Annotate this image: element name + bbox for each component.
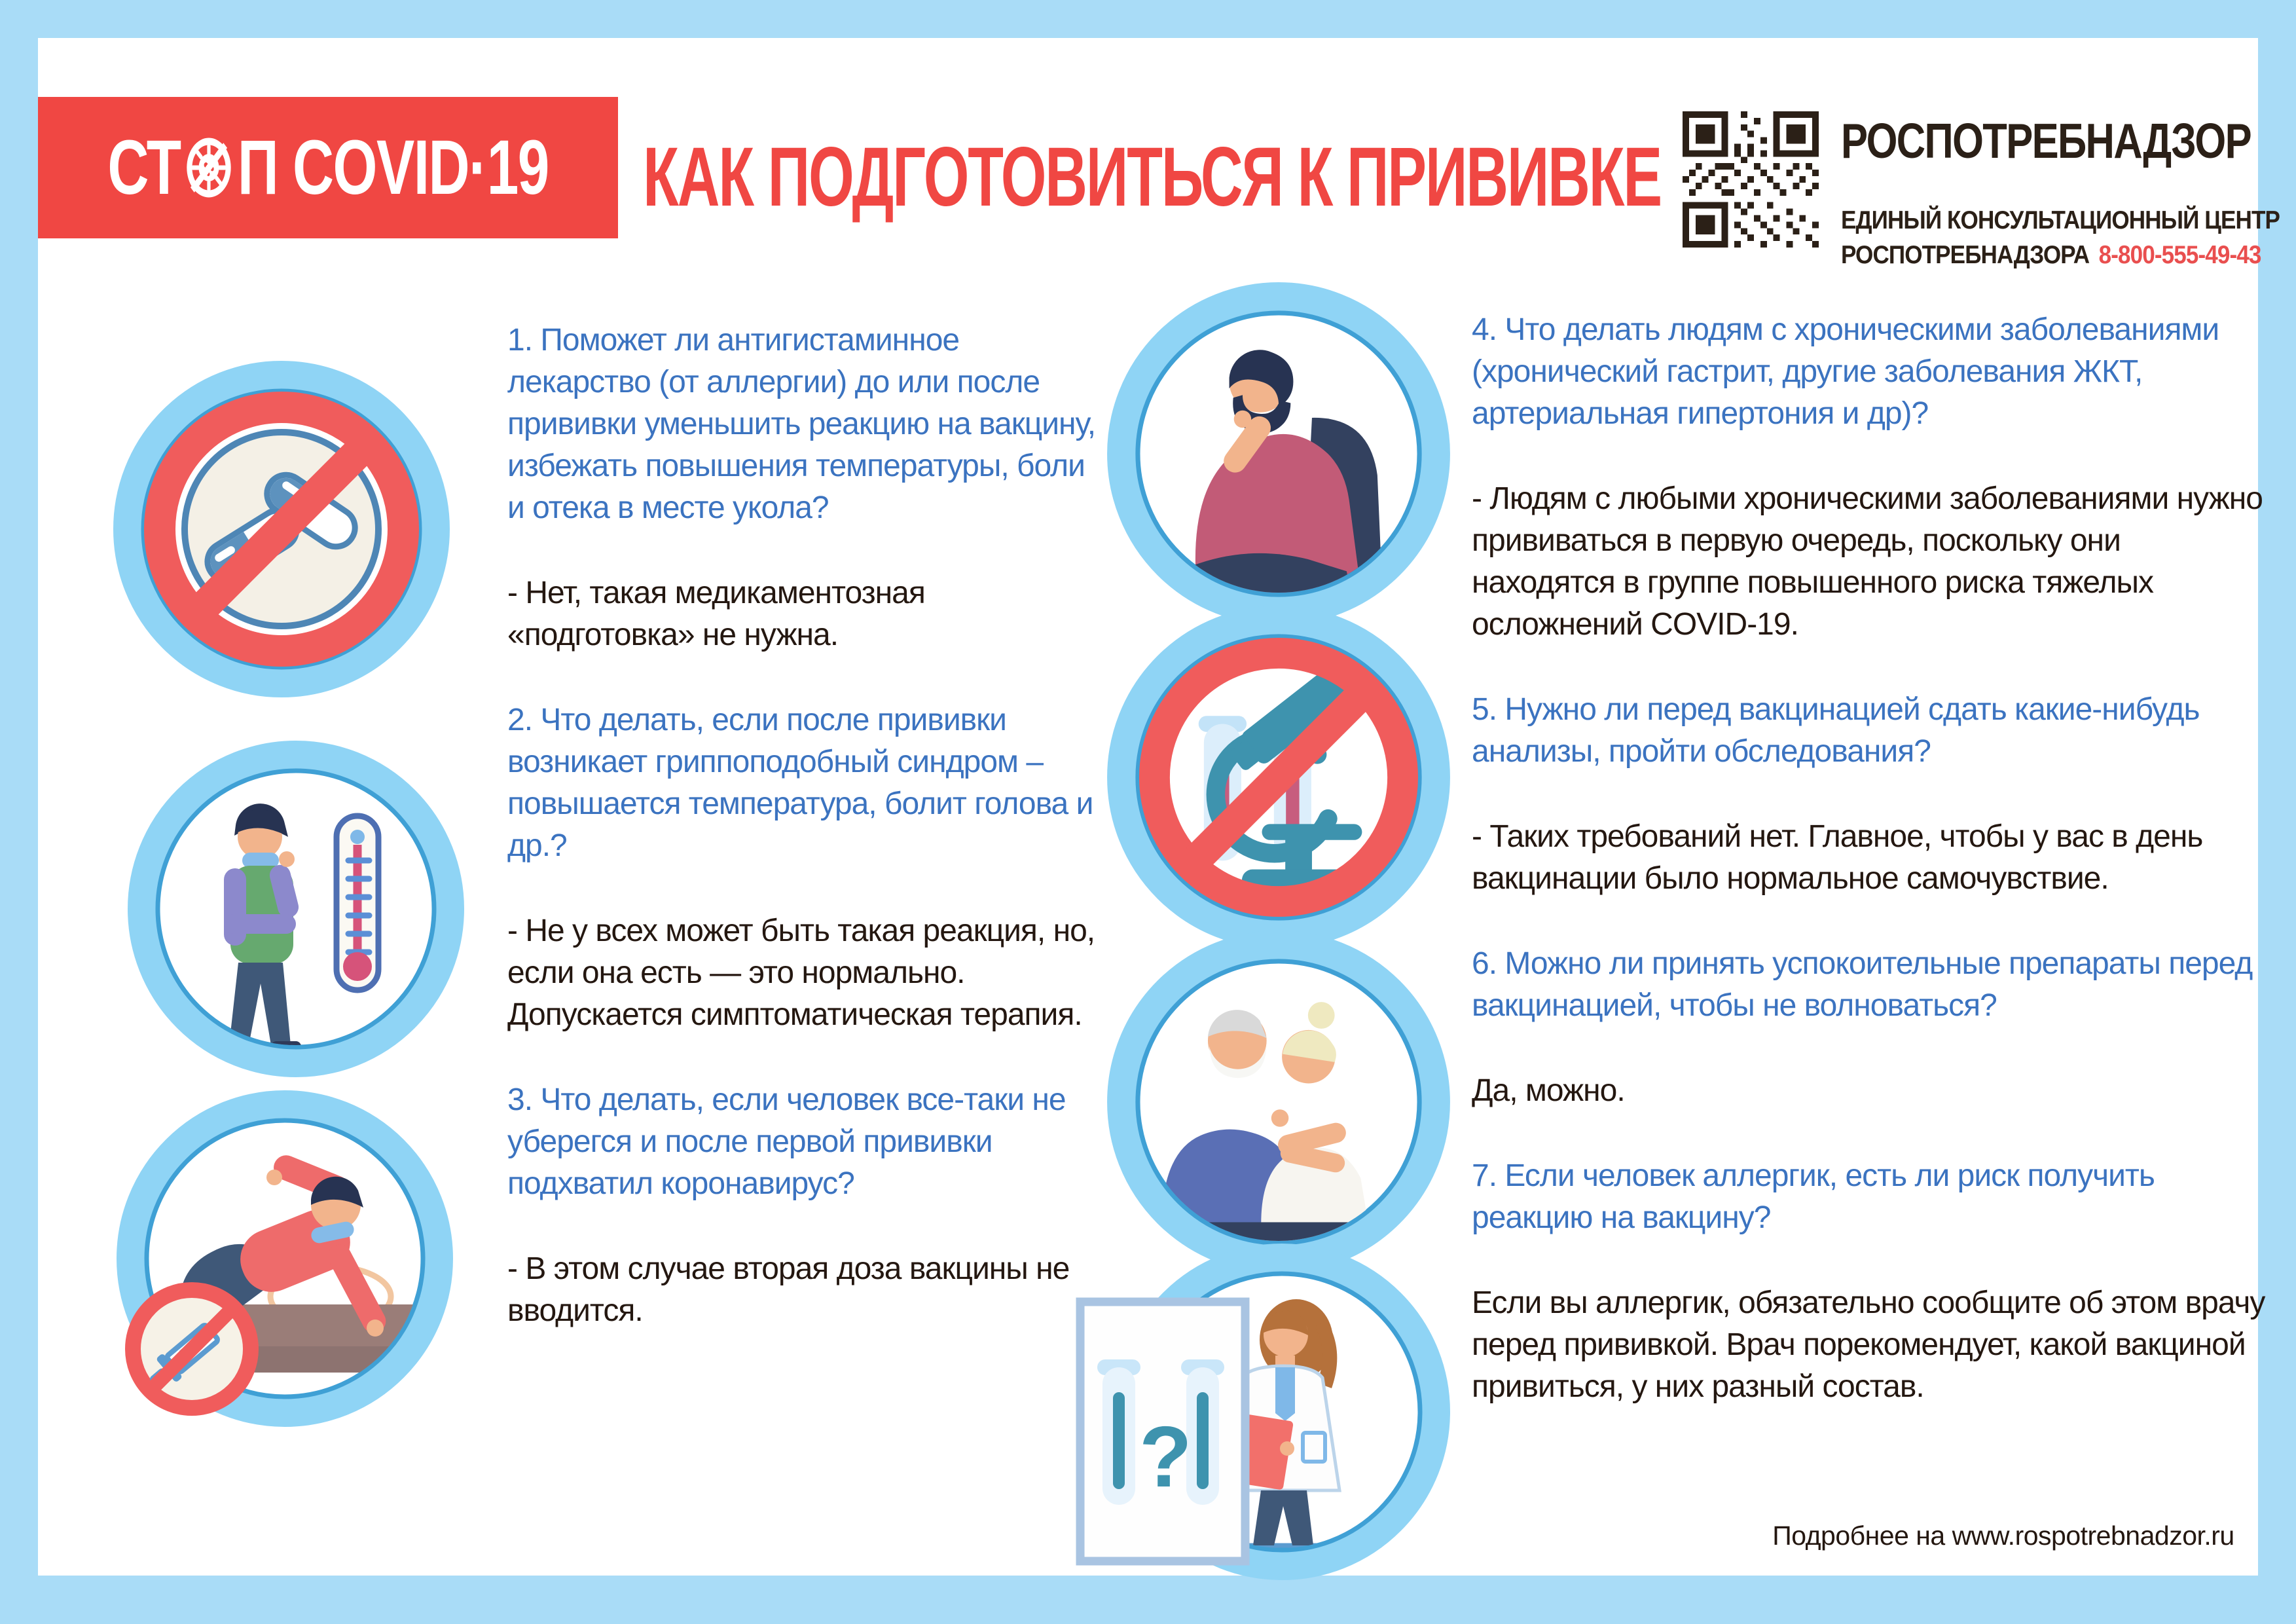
question-4: 4. Что делать людям с хроническими заболеваниями (хронический гастрит, другие заболевания ЖКТ, артериальная гипертония и др)? xyxy=(1472,312,2219,431)
question-2: 2. Что делать, если после прививки возникает гриппоподобный синдром – повышается температура, болит голова и др.? xyxy=(507,703,1093,863)
org-name: РОСПОТРЕБНАДЗОР xyxy=(1841,113,2251,168)
elderly-couple-icon xyxy=(1105,929,1452,1276)
stop-covid-banner xyxy=(38,97,618,238)
org-subtitle-line2: РОСПОТРЕБНАДЗОРА xyxy=(1841,241,2090,269)
fever-thermometer-icon xyxy=(126,739,466,1079)
answer-1: - Нет, такая медикаментозная «подготовка» не нужна. xyxy=(507,576,925,652)
question-6: 6. Можно ли принять успокоительные препараты перед вакцинацией, чтобы не волноваться? xyxy=(1472,946,2253,1023)
crossed-virus-icon xyxy=(183,133,234,202)
banner-text-left: СТ xyxy=(107,124,181,211)
coughing-man-icon xyxy=(1105,280,1452,627)
bed-rest-no-second-dose-icon xyxy=(115,1088,455,1429)
no-pills-icon xyxy=(111,359,452,699)
question-1: 1. Поможет ли антигистаминное лекарство (от аллергии) до или после прививки уменьшить реакцию на вакцину, избежать повышения температуры, боли и отека в месте укола? xyxy=(507,323,1096,525)
qr-code xyxy=(1683,111,1819,248)
rospotrebnadzor-header xyxy=(1841,113,2296,272)
answer-7: Если вы аллергик, обязательно сообщите об этом врачу перед прививкой. Врач порекомендует, какой вакциной привиться, у них разный состав. xyxy=(1472,1285,2265,1404)
answer-6: Да, можно. xyxy=(1472,1073,1625,1108)
answer-5: - Таких требований нет. Главное, чтобы у вас в день вакцинации было нормальное самочувствие. xyxy=(1472,819,2203,896)
answer-4: - Людям с любыми хроническими заболеваниями нужно прививаться в первую очередь, поскольку они находятся в группе повышенного риска тяжелых осложнений COVID-19. xyxy=(1472,481,2263,642)
no-lab-tests-icon xyxy=(1105,604,1452,951)
hotline-phone: 8-800-555-49-43 xyxy=(2098,241,2261,269)
question-3: 3. Что делать, если человек все-таки не уберегся и после первой прививки подхватил коронавирус? xyxy=(507,1082,1066,1201)
qa-column-right xyxy=(1472,309,2267,1451)
org-subtitle-line1: ЕДИНЫЙ КОНСУЛЬТАЦИОННЫЙ ЦЕНТР xyxy=(1841,206,2280,234)
answer-2: - Не у всех может быть такая реакция, но, если она есть — это нормально. Допускается симптоматическая терапия. xyxy=(507,913,1095,1032)
banner-text-right: П COVID·19 xyxy=(237,124,549,211)
qa-column-left xyxy=(507,320,1110,1375)
footer-note: Подробнее на www.rospotrebnadzor.ru xyxy=(1772,1521,2234,1551)
question-5: 5. Нужно ли перед вакцинацией сдать какие-нибудь анализы, пройти обследования? xyxy=(1472,692,2200,769)
svg-text:?: ? xyxy=(1139,1409,1192,1505)
doctor-question-tubes-icon xyxy=(1066,1236,1459,1593)
question-7: 7. Если человек аллергик, есть ли риск получить реакцию на вакцину? xyxy=(1472,1158,2155,1235)
answer-3: - В этом случае вторая доза вакцины не вводится. xyxy=(507,1251,1070,1328)
page-title: КАК ПОДГОТОВИТЬСЯ К ПРИВИВКЕ xyxy=(643,130,1662,224)
